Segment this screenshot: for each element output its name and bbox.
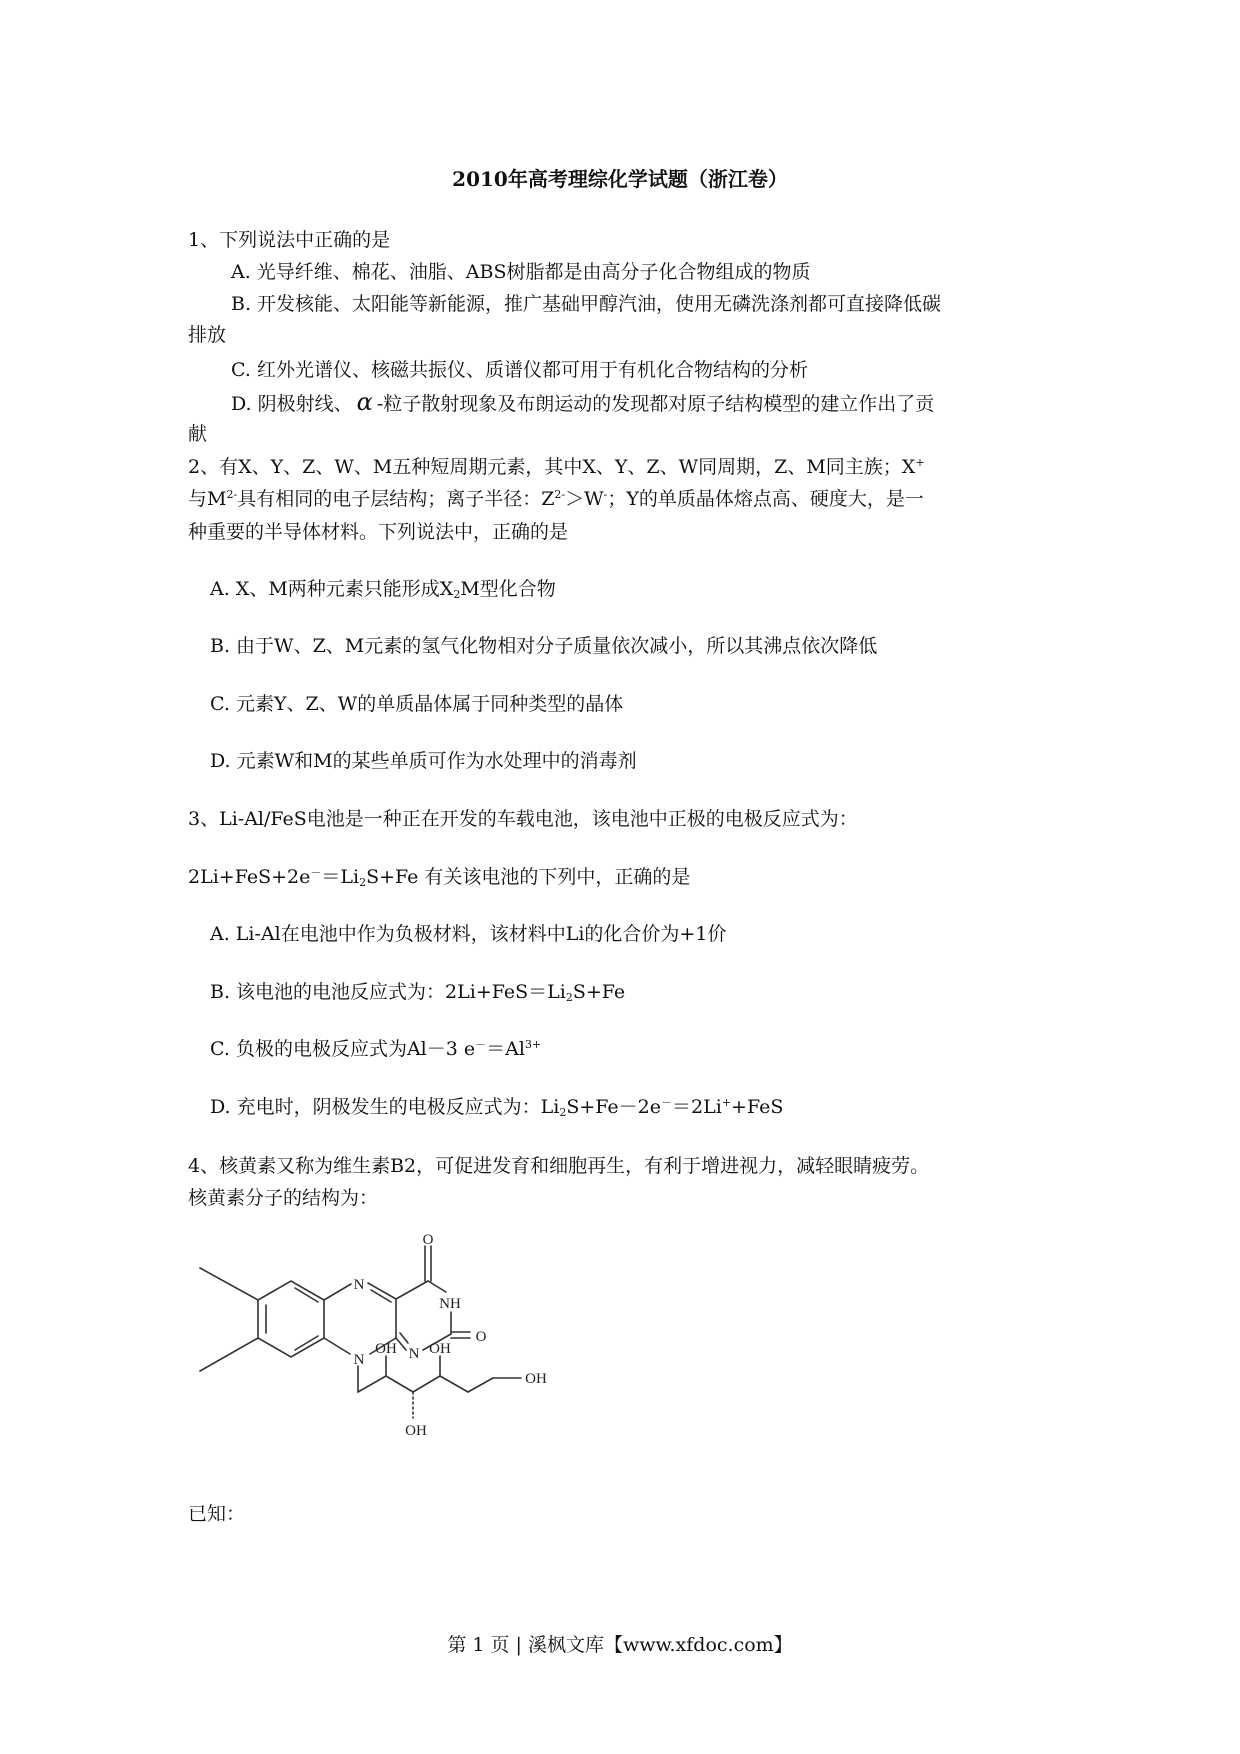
atom-n-left: N xyxy=(353,1352,365,1368)
hydroxyl-2: OH xyxy=(429,1341,451,1357)
q3-stem: 3、Li-Al/FeS电池是一种正在开发的车载电池，该电池中正极的电极反应式为： xyxy=(188,808,858,830)
benzene-ring xyxy=(258,1281,324,1357)
atom-nh: NH xyxy=(439,1296,461,1312)
q3-option-a: A. Li-Al在电池中作为负极材料，该材料中Li的化合价为+1价 xyxy=(210,923,727,945)
atom-n-bottom: N xyxy=(408,1346,420,1362)
q2-option-d: D. 元素W和M的某些单质可作为水处理中的消毒剂 xyxy=(210,750,637,772)
q4-stem-line2: 核黄素分子的结构为： xyxy=(188,1187,379,1209)
atom-o-right: O xyxy=(475,1329,487,1345)
q2-stem-line2: 与$M^{2-}$具有相同的电子层结构；离子半径：$Z^{2-}>W^-$；Y的单质晶体熔点高、硬度大，是一 xyxy=(188,488,924,510)
q2-stem-line3: 种重要的半导体材料。下列说法中，正确的是 xyxy=(188,521,569,543)
atom-n-top: N xyxy=(353,1277,365,1293)
q1-option-a: A. 光导纤维、棉花、油脂、ABS树脂都是由高分子化合物组成的物质 xyxy=(231,261,811,283)
q3-equation: $2Li+FeS+2e^-=Li_2S+Fe$ 有关该电池的下列中，正确的是 xyxy=(188,866,691,889)
q2-option-b: B. 由于W、Z、M元素的氢气化物相对分子质量依次减小，所以其沸点依次降低 xyxy=(210,635,878,657)
hydroxyl-4: OH xyxy=(405,1423,427,1439)
methyl-bond-bottom xyxy=(200,1338,258,1371)
alpha-symbol: α xyxy=(356,388,373,416)
q1-option-c: C. 红外光谱仪、核磁共振仪、质谱仪都可用于有机化合物结构的分析 xyxy=(231,359,808,381)
q1-option-d-line2: 献 xyxy=(188,423,208,445)
q3-option-c: C. 负极的电极反应式为Al－3 $e^-=Al^{3+}$ xyxy=(210,1038,542,1060)
atom-o-top: O xyxy=(422,1232,434,1248)
q1-option-b-line1: B. 开发核能、太阳能等新能源，推广基础甲醇汽油，使用无磷洗涤剂都可直接降低碳 xyxy=(231,293,942,315)
q2-stem-line1: 2、有X、Y、Z、W、M五种短周期元素，其中X、Y、Z、W同周期，Z、M同主族；X+ xyxy=(188,456,925,478)
q1-stem: 1、下列说法中正确的是 xyxy=(188,229,391,251)
q3-option-d: D. 充电时，阴极发生的电极反应式为：$Li_2S+Fe-2e^-=2Li^++FeS$ xyxy=(210,1096,784,1119)
methyl-bond-top xyxy=(200,1268,258,1300)
page-footer: 第 1 页 | 溪枫文库【www.xfdoc.com】 xyxy=(447,1634,793,1656)
q2-option-a: A. X、M两种元素只能形成$X_2M$型化合物 xyxy=(210,578,556,601)
riboflavin-structure-diagram xyxy=(188,1232,588,1462)
page-title: 2010年高考理综化学试题（浙江卷） xyxy=(452,167,788,191)
q3-option-b: B. 该电池的电池反应式为：$2Li+FeS=Li_2S+Fe$ xyxy=(210,981,626,1004)
q2-option-c: C. 元素Y、Z、W的单质晶体属于同种类型的晶体 xyxy=(210,693,624,715)
q1-option-d-line1: D. 阴极射线、 α -粒子散射现象及布朗运动的发现都对原子结构模型的建立作出了贡 xyxy=(231,388,935,416)
hydroxyl-1: OH xyxy=(375,1341,397,1357)
q1-option-b-line2: 排放 xyxy=(188,324,227,346)
known-label: 已知： xyxy=(188,1503,246,1525)
q4-stem-line1: 4、核黄素又称为维生素B2，可促进发育和细胞再生，有利于增进视力，减轻眼睛疲劳。 xyxy=(188,1155,930,1177)
hydroxyl-3: OH xyxy=(525,1371,547,1387)
